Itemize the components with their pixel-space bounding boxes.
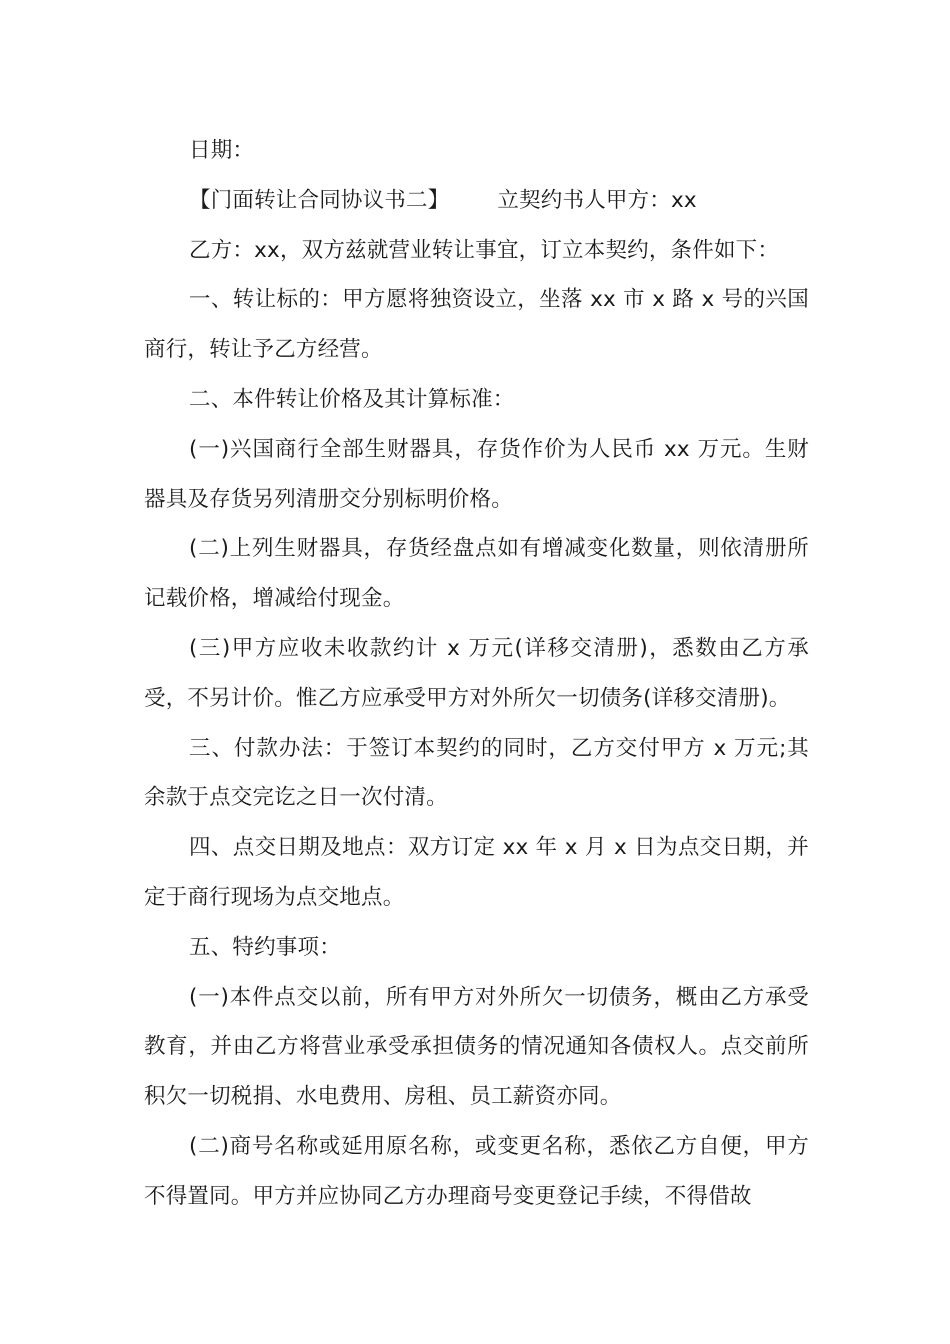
paragraph-price-item-2: (二)上列生财器具，存货经盘点如有增减变化数量，则依清册所记载价格，增减给付现金。 xyxy=(144,536,809,612)
paragraph-transfer-subject: 一、转让标的：甲方愿将独资设立，坐落 xx 市 x 路 x 号的兴国商行，转让予乙方经营。 xyxy=(144,287,809,363)
paragraph-special-item-1: (一)本件点交以前，所有甲方对外所欠一切债务，概由乙方承受教育，并由乙方将营业承受承担债务的情况通知各债权人。点交前所积欠一切税捐、水电费用、房租、员工薪资亦同。 xyxy=(144,984,809,1110)
paragraph-price-item-1: (一)兴国商行全部生财器具，存货作价为人民币 xx 万元。生财器具及存货另列清册交分别标明价格。 xyxy=(144,436,809,512)
contract-body xyxy=(144,126,809,1222)
paragraph-price-heading: 二、本件转让价格及其计算标准： xyxy=(189,386,515,412)
paragraph-price-item-3: (三)甲方应收未收款约计 x 万元(详移交清册)，悉数由乙方承受，不另计价。惟乙方应承受甲方对外所欠一切债务(详移交清册)。 xyxy=(144,635,809,711)
paragraph-special-item-2: (二)商号名称或延用原名称，或变更名称，悉依乙方自便，甲方不得置同。甲方并应协同乙方办理商号变更登记手续，不得借故 xyxy=(144,1133,809,1209)
party-a-line: 立契约书人甲方：xx xyxy=(497,187,697,213)
contract-title-line xyxy=(144,176,809,226)
paragraph-party-b: 乙方：xx，双方兹就营业转让事宜，订立本契约，条件如下： xyxy=(189,237,780,263)
date-line: 日期： xyxy=(189,138,255,163)
contract-title: 【门面转让合同协议书二】 xyxy=(189,187,450,213)
paragraph-payment: 三、付款办法：于签订本契约的同时，乙方交付甲方 x 万元;其余款于点交完讫之日一次付清。 xyxy=(144,735,809,811)
paragraph-special-heading: 五、特约事项： xyxy=(189,934,341,960)
paragraph-handover: 四、点交日期及地点：双方订定 xx 年 x 月 x 日为点交日期，并定于商行现场为点交地点。 xyxy=(144,835,809,910)
